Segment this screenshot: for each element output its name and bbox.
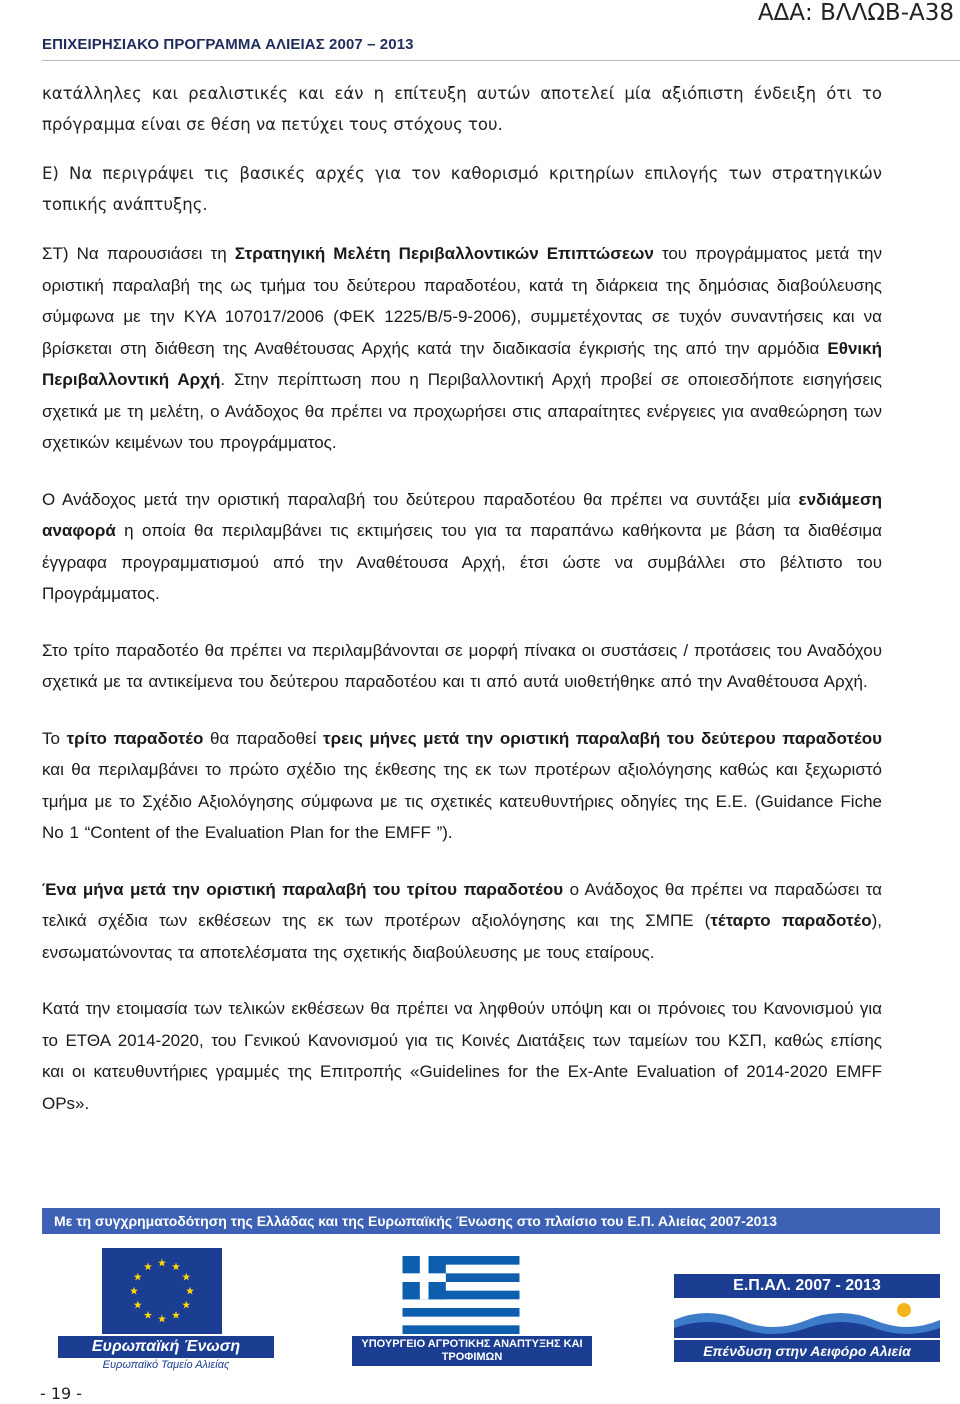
paragraph-final: Κατά την ετοιμασία των τελικών εκθέσεων θα πρέπει να ληφθούν υπόψη και οι πρόνοιες του Κανονισμού για το ΕΤΘΑ 2014-2020, του Γενικού Κανονισμού για τις Κοινές Διατάξεις των ταμείων του ΚΣΠ, καθώς επίσης και οι κατευθυντήριες γραμμές της Επιτροπής «Guidelines for the Ex-Ante Evaluation of 2014-2020 EMFF OPs». xyxy=(42,999,882,1113)
bold-environmental-authority: Εθνική Περιβαλλοντική Αρχή xyxy=(42,338,882,389)
banner-title: Με τη συγχρηματοδότηση της Ελλάδας και της Ευρωπαϊκής Ένωσης στο πλαίσιο του Ε.Π. Αλιείας 2007-2013 xyxy=(54,1213,777,1229)
text-run: θα παραδοθεί xyxy=(203,728,324,748)
program-title: ΕΠΙΧΕΙΡΗΣΙΑΚΟ ΠΡΟΓΡΑΜΜΑ ΑΛΙΕΙΑΣ 2007 – 2013 xyxy=(42,36,414,53)
text-run: η οποία θα περιλαμβάνει τις εκτιμήσεις του για τα παραπάνω καθήκοντα με βάση τα διαθέσιμα έγγραφα προγραμματισμού από την Αναθέτουσα Αρχή, έτσι ώστε να συμβάλλει στο βέλτιστο του Προγράμματος. xyxy=(42,521,882,603)
paragraph-interim-report xyxy=(42,484,882,610)
banner-bar xyxy=(42,1208,940,1234)
eu-fund: Ευρωπαϊκό Ταμείο Αλιείας xyxy=(102,1359,230,1371)
bold-interim-report: ενδιάμεση αναφορά xyxy=(42,489,882,540)
paragraph-st xyxy=(42,238,882,459)
page-number: - 19 - xyxy=(40,1384,83,1403)
epal-title: Ε.Π.ΑΛ. 2007 - 2013 xyxy=(674,1274,940,1298)
text-run: και θα περιλαμβάνει το πρώτο σχέδιο της έκθεσης της εκ των προτέρων αξιολόγησης καθώς και ξεχωριστό τμήμα με το Σχέδιο Αξιολόγησης σύμφωνα με τις σχετικές κατευθυντήριες οδηγίες της Ε.Ε. (Guidance Fiche No 1 “Content of the Evaluation Plan for the EMFF ”). xyxy=(42,760,882,842)
sea-wave-icon xyxy=(674,1298,940,1338)
text-run: ο Ανάδοχος θα πρέπει να παραδώσει τα τελικά σχέδια των εκθέσεων της εκ των προτέρων αξιολόγησης και της ΣΜΠΕ ( xyxy=(42,879,882,930)
bold-one-month: Ένα μήνα μετά την οριστική παραλαβή του τρίτου παραδοτέου xyxy=(42,879,564,899)
eu-name: Ευρωπαϊκή Ένωση xyxy=(58,1336,274,1358)
bold-fourth-deliverable: τέταρτο παραδοτέο xyxy=(710,911,872,930)
greek-flag-icon xyxy=(402,1256,520,1334)
text-run: ), ενσωματώνοντας τα αποτελέσματα της σχετικής διαβούλευσης με τους εταίρους. xyxy=(42,911,882,962)
text-run: ΣΤ) Να παρουσιάσει τη xyxy=(42,244,235,263)
text-run: Το xyxy=(42,728,67,748)
document-body xyxy=(42,78,882,1144)
eu-logo xyxy=(56,1248,276,1373)
paragraph-fourth-deliverable xyxy=(42,874,882,969)
paragraph-third-deliverable xyxy=(42,723,882,849)
bold-strategic-study: Στρατηγική Μελέτη Περιβαλλοντικών Επιπτώσεων xyxy=(234,244,654,263)
text-run: του προγράμματος μετά την οριστική παραλαβή της ως τμήμα του δεύτερου παραδοτέου, κατά τη διάρκεια της δημόσιας διαβούλευσης σύμφωνα με την ΚΥΑ 107017/2006 (ΦΕΚ 1225/Β/5-9-2006), συμμετέχοντας σε τυχόν συναντήσεις και να βρίσκεται στη διάθεση της Αναθέτουσας Αρχής κατά την διαδικασία έγκρισής της από την αρμόδια xyxy=(42,244,883,358)
epal-slogan: Επένδυση στην Αειφόρο Αλιεία xyxy=(674,1340,940,1362)
bold-third-deliverable: τρίτο παραδοτέο xyxy=(66,728,204,748)
ada-code: ΑΔΑ: ΒΛΛΩΒ-Α38 xyxy=(757,0,954,26)
paragraph-e: Ε) Να περιγράψει τις βασικές αρχές για τον καθορισμό κριτηρίων επιλογής των στρατηγικών τοπικής ανάπτυξης. xyxy=(42,164,882,214)
header-divider xyxy=(42,60,960,61)
eu-flag-icon xyxy=(102,1248,222,1334)
ministry-name: ΥΠΟΥΡΓΕΙΟ ΑΓΡΟΤΙΚΗΣ ΑΝΑΠΤΥΞΗΣ ΚΑΙ ΤΡΟΦΙΜΩΝ xyxy=(352,1336,592,1366)
paragraph-third-table: Στο τρίτο παραδοτέο θα πρέπει να περιλαμβάνονται σε μορφή πίνακα οι συστάσεις / προτάσεις του Αναδόχου σχετικά με τα αντικείμενα του δεύτερου παραδοτέου και τι από αυτά υιοθετήθηκε από την Αναθέτουσα Αρχή. xyxy=(42,640,882,691)
ministry-logo xyxy=(352,1256,592,1374)
paragraph-intro: κατάλληλες και ρεαλιστικές και εάν η επίτευξη αυτών αποτελεί μία αξιόπιστη ένδειξη ότι το πρόγραμμα είναι σε θέση να πετύχει τους στόχους του. xyxy=(42,84,882,134)
epal-logo xyxy=(674,1274,940,1370)
text-run: . Στην περίπτωση που η Περιβαλλοντική Αρχή προβεί σε οποιεσδήποτε εισηγήσεις σχετικά με τη μελέτη, ο Ανάδοχος θα πρέπει να προχωρήσει στις απαραίτητες ενέργειες για αναθεώρηση των σχετικών κειμένων του προγράμματος. xyxy=(42,370,883,452)
text-run: Ο Ανάδοχος μετά την οριστική παραλαβή του δεύτερου παραδοτέου θα πρέπει να συντάξει μία xyxy=(42,489,799,509)
cofunding-banner xyxy=(42,1208,940,1376)
bold-three-months: τρεις μήνες μετά την οριστική παραλαβή του δεύτερου παραδοτέου xyxy=(323,728,883,748)
